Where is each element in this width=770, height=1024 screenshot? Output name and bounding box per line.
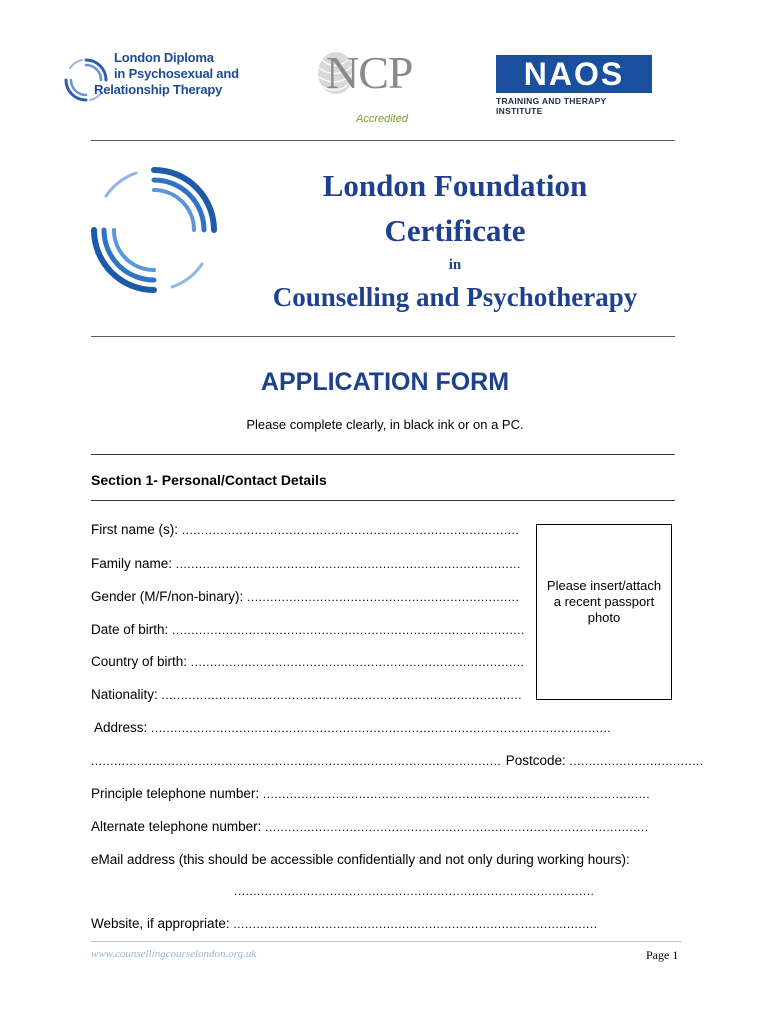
first-name-dots[interactable]: ........................................................................................ (181, 523, 520, 537)
country-of-birth-label: Country of birth: (91, 654, 191, 669)
first-name-label: First name (s): (91, 522, 182, 537)
page-number: Page 1 (646, 948, 679, 962)
footer-divider (91, 941, 681, 942)
nationality-dots[interactable]: .............................................................................................. (161, 688, 522, 702)
address-label: Address: (94, 720, 152, 735)
family-name-label: Family name: (91, 556, 176, 571)
accredited-label: Accredited (356, 113, 408, 125)
title-line-1: London Foundation (322, 168, 588, 203)
photo-box-line-2: a recent passport (553, 594, 655, 609)
title-line-2: Certificate (384, 213, 526, 248)
family-name-field[interactable] (91, 555, 521, 573)
ncp-logo (316, 46, 426, 106)
email-field[interactable] (234, 882, 594, 900)
form-instruction: Please complete clearly, in black ink or on a PC. (246, 417, 524, 432)
naos-subtitle: TRAINING AND THERAPY INSTITUTE (496, 96, 607, 116)
spiral-emblem-icon (84, 160, 224, 300)
alternate-phone-label: Alternate telephone number: (91, 819, 266, 834)
naos-logo (496, 55, 652, 116)
postcode-dots[interactable]: ................................... (569, 754, 704, 768)
address-line-2-field[interactable] (91, 752, 704, 770)
nationality-label: Nationality: (91, 687, 162, 702)
form-heading: APPLICATION FORM (260, 368, 510, 396)
london-diploma-line-1: London Diploma (114, 50, 214, 65)
london-diploma-logo (58, 50, 258, 106)
gender-label: Gender (M/F/non-binary): (91, 589, 248, 604)
title-divider (91, 336, 675, 337)
country-of-birth-field[interactable] (91, 653, 524, 671)
principle-phone-dots[interactable]: ..................................................................................................... (262, 787, 651, 801)
country-of-birth-dots[interactable]: ....................................................................................... (190, 655, 525, 669)
dob-dots[interactable]: ............................................................................................ (172, 623, 525, 637)
photo-box-line-1: Please insert/attach (546, 578, 662, 593)
alternate-phone-field[interactable] (91, 818, 649, 836)
website-dots[interactable]: ............................................................................................... (233, 917, 598, 931)
naos-logo-text: NAOS (496, 55, 652, 93)
nationality-field[interactable] (91, 686, 522, 704)
london-diploma-line-2: in Psychosexual and (114, 66, 239, 81)
dob-label: Date of birth: (91, 622, 173, 637)
alternate-phone-dots[interactable]: .................................................................................................... (265, 820, 649, 834)
address-line-2-dots[interactable]: ........................................................................................................... (91, 754, 502, 768)
title-line-3: in (448, 257, 462, 273)
ncp-logo-text: NCP (326, 47, 413, 98)
gender-field[interactable] (91, 588, 519, 606)
dob-field[interactable] (91, 621, 525, 639)
gender-dots[interactable]: ....................................................................... (247, 590, 520, 604)
instruction-divider (91, 454, 675, 455)
family-name-dots[interactable]: .......................................................................................... (175, 557, 521, 571)
principle-phone-field[interactable] (91, 785, 650, 803)
email-dots[interactable]: .............................................................................................. (234, 884, 595, 898)
address-dots[interactable]: ........................................................................................................................ (151, 721, 612, 735)
principle-phone-label: Principle telephone number: (91, 786, 263, 801)
address-field[interactable] (94, 719, 611, 737)
email-label: eMail address (this should be accessible confidentially and not only during working hours): (91, 852, 630, 867)
email-field-label-row (91, 851, 630, 869)
website-label: Website, if appropriate: (91, 916, 234, 931)
first-name-field[interactable] (91, 521, 519, 539)
postcode-label: Postcode: (505, 753, 570, 768)
title-line-4: Counselling and Psychotherapy (272, 282, 638, 312)
header-divider (91, 140, 675, 141)
london-diploma-line-3: Relationship Therapy (94, 82, 223, 97)
footer-url: www.counsellingcourselondon.org.uk (91, 948, 257, 960)
large-swirl-logo (84, 160, 224, 300)
section-heading: Section 1- Personal/Contact Details (91, 472, 327, 488)
swirl-logo-icon (60, 54, 112, 106)
section-divider (91, 500, 675, 501)
passport-photo-box[interactable] (536, 524, 672, 700)
photo-box-line-3: photo (587, 610, 621, 625)
website-field[interactable] (91, 915, 598, 933)
